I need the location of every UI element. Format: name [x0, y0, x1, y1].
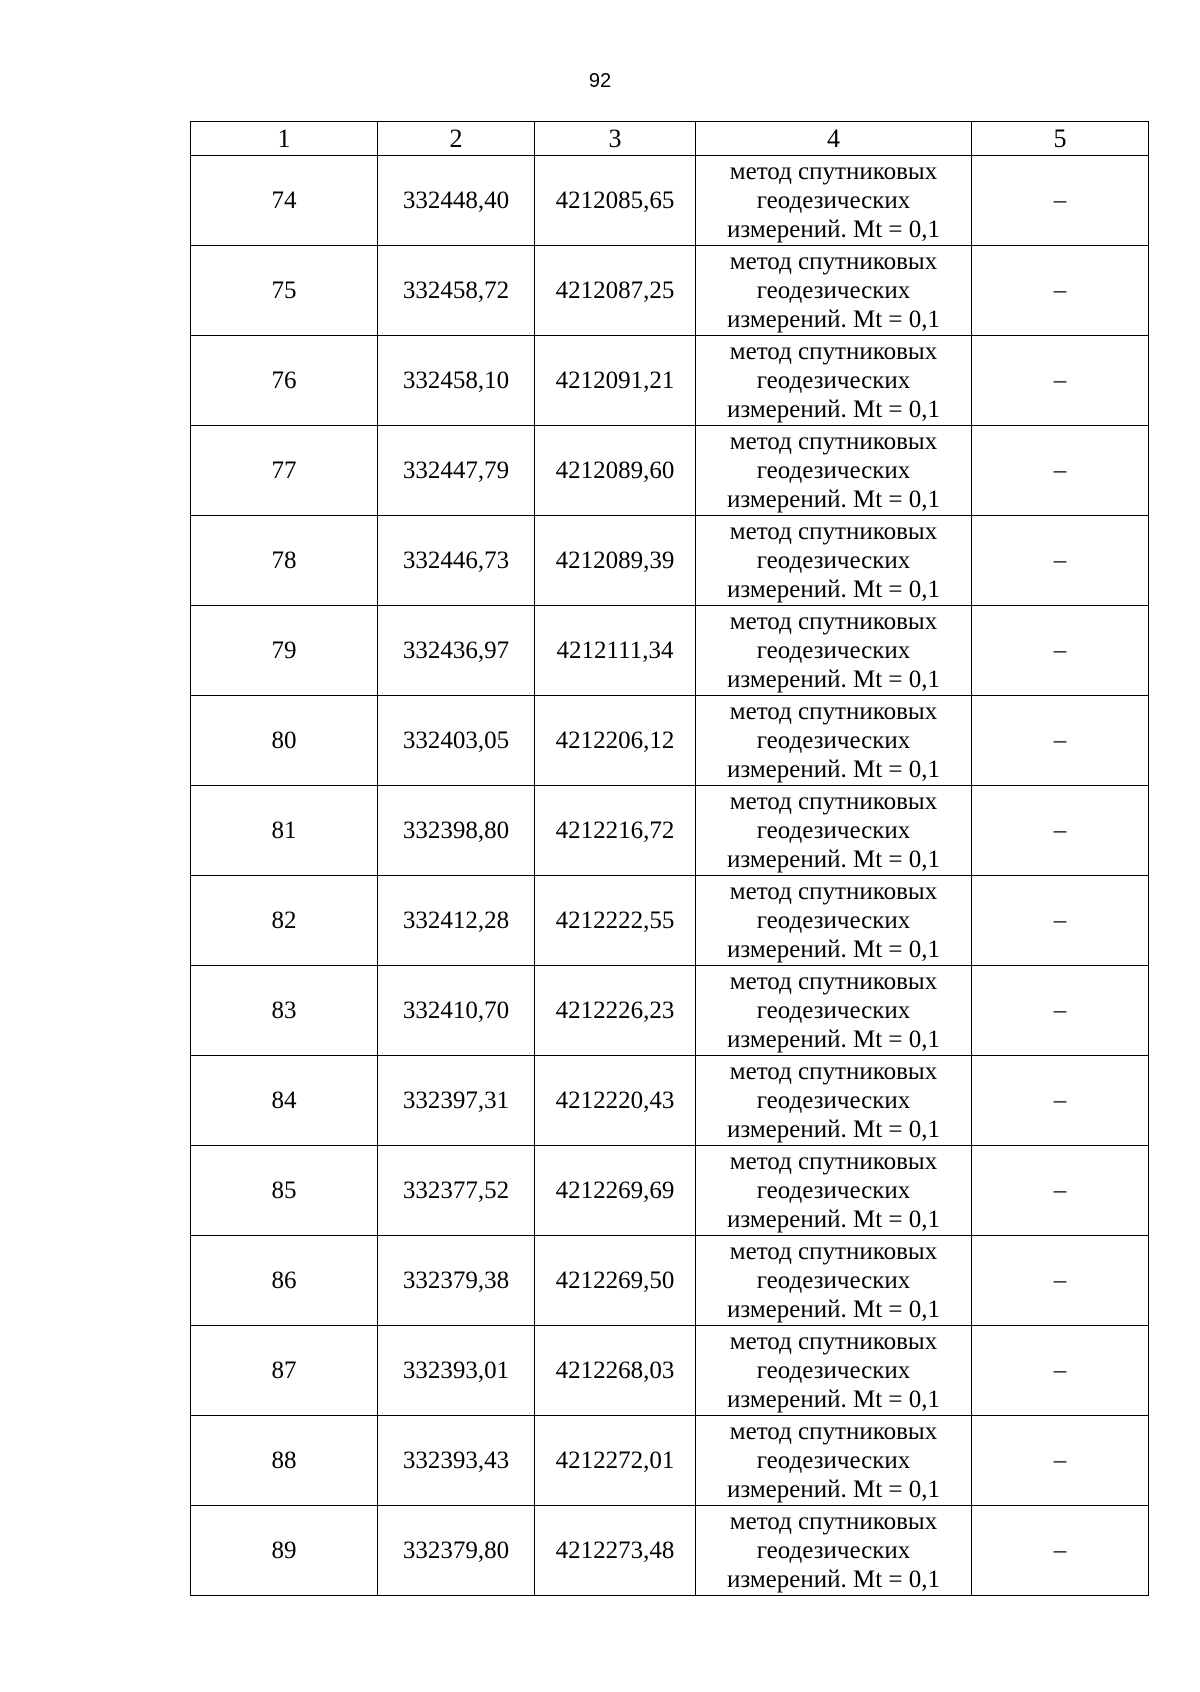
- y-coordinate-cell: 4212220,43: [535, 1056, 696, 1146]
- method-line: метод спутниковых: [729, 248, 938, 275]
- method-line: метод спутниковых: [729, 608, 938, 635]
- note-cell: –: [972, 1326, 1149, 1416]
- x-coordinate-cell: 332393,01: [378, 1326, 535, 1416]
- method-line: измерений. Mt = 0,1: [726, 666, 941, 693]
- point-number-cell: 74: [191, 156, 378, 246]
- method-line: метод спутниковых: [729, 428, 938, 455]
- y-coordinate-cell: 4212111,34: [535, 606, 696, 696]
- note-cell: –: [972, 1056, 1149, 1146]
- method-line: геодезических: [756, 367, 911, 394]
- method-line: геодезических: [756, 907, 911, 934]
- x-coordinate-cell: 332447,79: [378, 426, 535, 516]
- table-header-row: [191, 122, 1149, 156]
- note-cell: –: [972, 876, 1149, 966]
- method-line: геодезических: [756, 1177, 911, 1204]
- method-cell: [696, 426, 972, 516]
- x-coordinate-cell: 332458,72: [378, 246, 535, 336]
- method-line: измерений. Mt = 0,1: [726, 756, 941, 783]
- x-coordinate-cell: 332448,40: [378, 156, 535, 246]
- method-cell: [696, 966, 972, 1056]
- method-cell: [696, 246, 972, 336]
- x-coordinate-cell: 332397,31: [378, 1056, 535, 1146]
- x-coordinate-cell: 332458,10: [378, 336, 535, 426]
- method-cell: [696, 786, 972, 876]
- y-coordinate-cell: 4212269,50: [535, 1236, 696, 1326]
- x-coordinate-cell: 332436,97: [378, 606, 535, 696]
- coordinates-table: [190, 121, 1149, 1596]
- point-number-cell: 78: [191, 516, 378, 606]
- column-header-3: 3: [535, 122, 696, 156]
- method-line: метод спутниковых: [729, 1058, 938, 1085]
- method-line: измерений. Mt = 0,1: [726, 216, 941, 243]
- note-cell: –: [972, 246, 1149, 336]
- table-row: [191, 336, 1149, 426]
- method-cell: [696, 876, 972, 966]
- point-number-cell: 86: [191, 1236, 378, 1326]
- method-line: измерений. Mt = 0,1: [726, 1476, 941, 1503]
- note-cell: –: [972, 696, 1149, 786]
- note-cell: –: [972, 606, 1149, 696]
- method-line: геодезических: [756, 997, 911, 1024]
- note-cell: –: [972, 1506, 1149, 1596]
- method-line: геодезических: [756, 817, 911, 844]
- column-header-4: 4: [696, 122, 972, 156]
- point-number-cell: 84: [191, 1056, 378, 1146]
- note-cell: –: [972, 336, 1149, 426]
- method-line: измерений. Mt = 0,1: [726, 1026, 941, 1053]
- note-cell: –: [972, 786, 1149, 876]
- method-line: измерений. Mt = 0,1: [726, 1386, 941, 1413]
- method-line: метод спутниковых: [729, 1418, 938, 1445]
- method-line: измерений. Mt = 0,1: [726, 1296, 941, 1323]
- table-row: [191, 246, 1149, 336]
- y-coordinate-cell: 4212272,01: [535, 1416, 696, 1506]
- method-line: метод спутниковых: [729, 1148, 938, 1175]
- method-line: геодезических: [756, 277, 911, 304]
- y-coordinate-cell: 4212206,12: [535, 696, 696, 786]
- column-header-5: 5: [972, 122, 1149, 156]
- table-row: [191, 156, 1149, 246]
- method-line: метод спутниковых: [729, 1328, 938, 1355]
- method-line: метод спутниковых: [729, 338, 938, 365]
- method-cell: [696, 336, 972, 426]
- method-line: метод спутниковых: [729, 698, 938, 725]
- y-coordinate-cell: 4212268,03: [535, 1326, 696, 1416]
- table-row: [191, 1236, 1149, 1326]
- table-row: [191, 426, 1149, 516]
- method-cell: [696, 1146, 972, 1236]
- x-coordinate-cell: 332412,28: [378, 876, 535, 966]
- method-line: измерений. Mt = 0,1: [726, 1206, 941, 1233]
- y-coordinate-cell: 4212089,39: [535, 516, 696, 606]
- x-coordinate-cell: 332410,70: [378, 966, 535, 1056]
- note-cell: –: [972, 1236, 1149, 1326]
- y-coordinate-cell: 4212091,21: [535, 336, 696, 426]
- method-line: геодезических: [756, 1447, 911, 1474]
- y-coordinate-cell: 4212085,65: [535, 156, 696, 246]
- table-row: [191, 876, 1149, 966]
- x-coordinate-cell: 332393,43: [378, 1416, 535, 1506]
- x-coordinate-cell: 332377,52: [378, 1146, 535, 1236]
- method-line: геодезических: [756, 1267, 911, 1294]
- table-row: [191, 696, 1149, 786]
- table-row: [191, 1146, 1149, 1236]
- point-number-cell: 82: [191, 876, 378, 966]
- table-row: [191, 1056, 1149, 1146]
- method-line: метод спутниковых: [729, 158, 938, 185]
- method-line: измерений. Mt = 0,1: [726, 486, 941, 513]
- table-row: [191, 786, 1149, 876]
- point-number-cell: 88: [191, 1416, 378, 1506]
- method-cell: [696, 516, 972, 606]
- method-cell: [696, 1236, 972, 1326]
- y-coordinate-cell: 4212273,48: [535, 1506, 696, 1596]
- method-line: метод спутниковых: [729, 1238, 938, 1265]
- point-number-cell: 77: [191, 426, 378, 516]
- point-number-cell: 89: [191, 1506, 378, 1596]
- method-line: геодезических: [756, 637, 911, 664]
- method-line: геодезических: [756, 1087, 911, 1114]
- y-coordinate-cell: 4212087,25: [535, 246, 696, 336]
- method-line: измерений. Mt = 0,1: [726, 306, 941, 333]
- coordinates-table-container: [190, 121, 1148, 1596]
- x-coordinate-cell: 332398,80: [378, 786, 535, 876]
- method-line: измерений. Mt = 0,1: [726, 396, 941, 423]
- x-coordinate-cell: 332446,73: [378, 516, 535, 606]
- table-row: [191, 1326, 1149, 1416]
- point-number-cell: 80: [191, 696, 378, 786]
- x-coordinate-cell: 332403,05: [378, 696, 535, 786]
- table-row: [191, 966, 1149, 1056]
- table-row: [191, 1506, 1149, 1596]
- method-line: измерений. Mt = 0,1: [726, 936, 941, 963]
- method-cell: [696, 1416, 972, 1506]
- x-coordinate-cell: 332379,38: [378, 1236, 535, 1326]
- method-line: геодезических: [756, 187, 911, 214]
- method-cell: [696, 1506, 972, 1596]
- method-line: геодезических: [756, 1537, 911, 1564]
- method-line: геодезических: [756, 547, 911, 574]
- y-coordinate-cell: 4212089,60: [535, 426, 696, 516]
- column-header-2: 2: [378, 122, 535, 156]
- table-row: [191, 1416, 1149, 1506]
- point-number-cell: 85: [191, 1146, 378, 1236]
- method-line: метод спутниковых: [729, 518, 938, 545]
- x-coordinate-cell: 332379,80: [378, 1506, 535, 1596]
- method-line: измерений. Mt = 0,1: [726, 576, 941, 603]
- method-line: измерений. Mt = 0,1: [726, 1566, 941, 1593]
- column-header-1: 1: [191, 122, 378, 156]
- point-number-cell: 81: [191, 786, 378, 876]
- page-number: 92: [588, 70, 612, 92]
- method-cell: [696, 1056, 972, 1146]
- method-line: геодезических: [756, 457, 911, 484]
- method-cell: [696, 156, 972, 246]
- method-line: метод спутниковых: [729, 968, 938, 995]
- method-line: геодезических: [756, 727, 911, 754]
- note-cell: –: [972, 516, 1149, 606]
- table-row: [191, 606, 1149, 696]
- method-cell: [696, 606, 972, 696]
- point-number-cell: 76: [191, 336, 378, 426]
- note-cell: –: [972, 1146, 1149, 1236]
- point-number-cell: 75: [191, 246, 378, 336]
- y-coordinate-cell: 4212222,55: [535, 876, 696, 966]
- y-coordinate-cell: 4212269,69: [535, 1146, 696, 1236]
- method-line: метод спутниковых: [729, 878, 938, 905]
- note-cell: –: [972, 156, 1149, 246]
- note-cell: –: [972, 966, 1149, 1056]
- table-body: [191, 156, 1149, 1596]
- point-number-cell: 87: [191, 1326, 378, 1416]
- note-cell: –: [972, 1416, 1149, 1506]
- method-line: метод спутниковых: [729, 788, 938, 815]
- method-cell: [696, 696, 972, 786]
- point-number-cell: 83: [191, 966, 378, 1056]
- y-coordinate-cell: 4212216,72: [535, 786, 696, 876]
- table-row: [191, 516, 1149, 606]
- method-line: геодезических: [756, 1357, 911, 1384]
- method-line: измерений. Mt = 0,1: [726, 1116, 941, 1143]
- y-coordinate-cell: 4212226,23: [535, 966, 696, 1056]
- method-line: измерений. Mt = 0,1: [726, 846, 941, 873]
- method-line: метод спутниковых: [729, 1508, 938, 1535]
- note-cell: –: [972, 426, 1149, 516]
- method-cell: [696, 1326, 972, 1416]
- point-number-cell: 79: [191, 606, 378, 696]
